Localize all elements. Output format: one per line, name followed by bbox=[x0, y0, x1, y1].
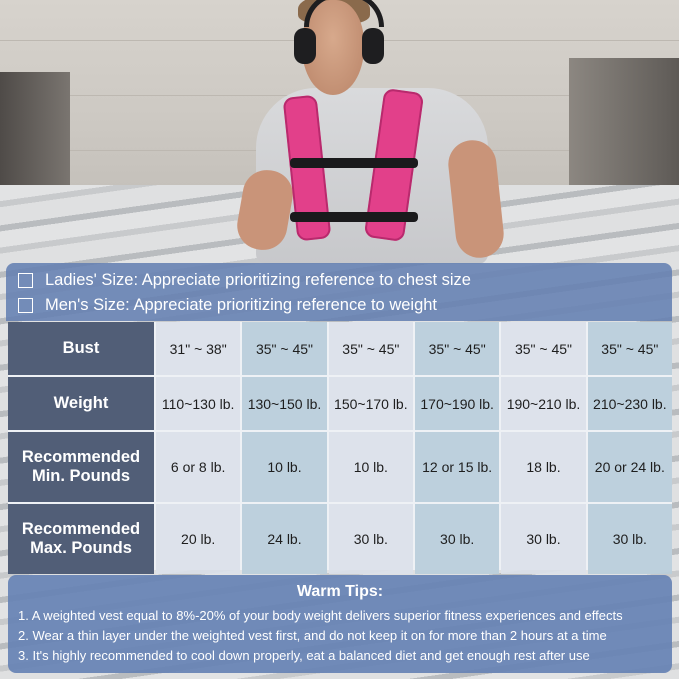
size-notes-panel bbox=[6, 263, 672, 321]
checkbox-square-icon bbox=[18, 273, 33, 288]
table-cell: 130~150 lb. bbox=[242, 377, 326, 430]
table-cell: 30 lb. bbox=[501, 504, 585, 574]
vest-buckle-strap-lower bbox=[290, 212, 418, 222]
headphone-band bbox=[304, 0, 384, 27]
table-cell: 12 or 15 lb. bbox=[415, 432, 499, 502]
table-cell: 6 or 8 lb. bbox=[156, 432, 240, 502]
row-header-max-pounds bbox=[8, 504, 154, 574]
warm-tips-title: Warm Tips: bbox=[296, 583, 384, 600]
table-cell: 35" ~ 45" bbox=[242, 322, 326, 375]
table-cell: 30 lb. bbox=[329, 504, 413, 574]
table-cell: 24 lb. bbox=[242, 504, 326, 574]
table-cell: 190~210 lb. bbox=[501, 377, 585, 430]
row-header-line: Max. Pounds bbox=[30, 539, 132, 557]
note-ladies-size bbox=[18, 271, 471, 290]
size-chart-table bbox=[8, 322, 672, 570]
table-cell: 35" ~ 45" bbox=[415, 322, 499, 375]
row-header-line: Min. Pounds bbox=[31, 467, 131, 485]
vest-buckle-strap-upper bbox=[290, 158, 418, 168]
table-cell: 170~190 lb. bbox=[415, 377, 499, 430]
row-header-line: Recommended bbox=[21, 448, 141, 466]
table-cell: 31" ~ 38" bbox=[156, 322, 240, 375]
row-header-weight: Weight bbox=[8, 377, 154, 430]
row-header-line: Recommended bbox=[21, 520, 141, 538]
table-cell: 18 lb. bbox=[501, 432, 585, 502]
table-cell: 10 lb. bbox=[329, 432, 413, 502]
note-text: Ladies' Size: Appreciate prioritizing reference to chest size bbox=[45, 271, 471, 289]
checkbox-square-icon bbox=[18, 298, 33, 313]
tip-item: 1. A weighted vest equal to 8%-20% of your body weight delivers superior fitness experiences and effects bbox=[18, 608, 623, 623]
warm-tips-panel bbox=[8, 575, 672, 673]
tip-item: 2. Wear a thin layer under the weighted vest first, and do not keep it on for more than 2 hours at a time bbox=[18, 628, 607, 643]
table-cell: 30 lb. bbox=[415, 504, 499, 574]
row-header-bust: Bust bbox=[8, 322, 154, 375]
runner-figure bbox=[238, 0, 510, 262]
table-cell: 35" ~ 45" bbox=[588, 322, 672, 375]
headphones-icon bbox=[362, 28, 384, 64]
row-header-min-pounds bbox=[8, 432, 154, 502]
table-cell: 35" ~ 45" bbox=[329, 322, 413, 375]
table-cell: 110~130 lb. bbox=[156, 377, 240, 430]
table-cell: 210~230 lb. bbox=[588, 377, 672, 430]
wall-opening-left bbox=[0, 72, 70, 190]
note-text: Men's Size: Appreciate prioritizing reference to weight bbox=[45, 296, 438, 314]
table-cell: 20 lb. bbox=[156, 504, 240, 574]
tip-item: 3. It's highly recommended to cool down properly, eat a balanced diet and get enough rest after use bbox=[18, 648, 590, 663]
table-cell: 35" ~ 45" bbox=[501, 322, 585, 375]
table-cell: 30 lb. bbox=[588, 504, 672, 574]
headphones-icon bbox=[294, 28, 316, 64]
note-mens-size bbox=[18, 296, 437, 315]
table-cell: 10 lb. bbox=[242, 432, 326, 502]
table-cell: 20 or 24 lb. bbox=[588, 432, 672, 502]
table-cell: 150~170 lb. bbox=[329, 377, 413, 430]
wall-opening-right bbox=[569, 58, 679, 188]
